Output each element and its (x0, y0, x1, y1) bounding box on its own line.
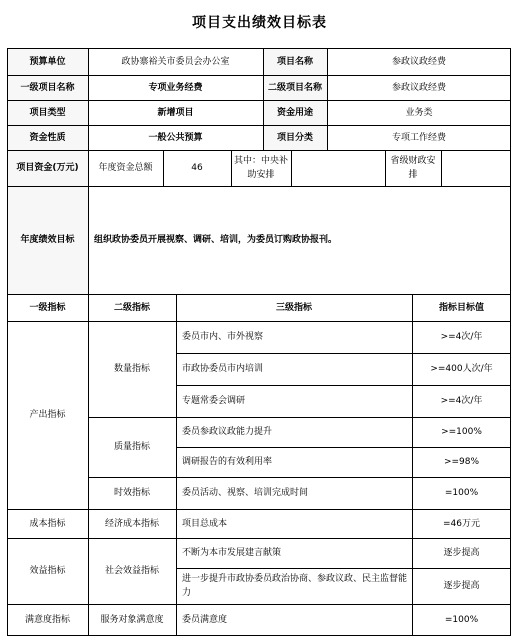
table-row: 专题常委会调研 (182, 396, 246, 406)
header-level1: 一级指标 (29, 302, 66, 313)
table-row: 委员满意度 (182, 615, 228, 625)
label-budget-unit: 预算单位 (7, 48, 88, 75)
level1-cost: 成本指标 (29, 518, 66, 529)
table-row: 委员活动、视察、培训完成时间 (182, 488, 309, 498)
header-level3: 三级指标 (275, 302, 312, 313)
target-value: >=400人次/年 (430, 364, 493, 374)
target-value: >=100% (441, 427, 482, 437)
value-project-name: 参政议政经费 (391, 56, 446, 67)
target-value: >=4次/年 (440, 332, 483, 342)
target-value: =100% (444, 615, 479, 625)
label-level1-project: 一级项目名称 (7, 75, 88, 100)
label-project-type: 项目类型 (7, 100, 88, 125)
level2-social-benefit: 社会效益指标 (104, 566, 159, 576)
table-row: 进一步提升市政协委员政治协商、参政议政、民主监督能力 (182, 574, 408, 598)
label-fund-nature: 资金性质 (7, 125, 88, 150)
level2-quantity: 数量指标 (113, 364, 150, 374)
value-budget-unit: 政协寨裕关市委员会办公室 (121, 56, 230, 67)
label-level2-project: 二级项目名称 (263, 75, 327, 100)
page-title: 项目支出绩效目标表 (192, 15, 327, 31)
value-fund-use: 业务类 (405, 107, 433, 118)
target-value: >=4次/年 (440, 396, 483, 406)
value-project-type: 新增项目 (157, 107, 194, 118)
table-row: 调研报告的有效利用率 (182, 457, 273, 467)
label-central-subsidy: 其中：中央补助安排 (233, 156, 288, 180)
target-value: =46万元 (443, 518, 480, 529)
target-value: 逐步提高 (443, 548, 480, 558)
level2-service-satisfaction: 服务对象满意度 (100, 615, 164, 625)
target-value: =100% (444, 488, 479, 498)
level1-benefit: 效益指标 (29, 566, 66, 576)
value-level2-project: 参政议政经费 (391, 82, 446, 93)
label-annual-goal: 年度绩效目标 (7, 186, 88, 294)
level1-satisfaction: 满意度指标 (24, 615, 70, 625)
level2-timeliness: 时效指标 (113, 488, 150, 498)
table-row: 委员参政议政能力提升 (182, 427, 273, 437)
target-value: >=98% (443, 457, 480, 467)
level1-output: 产出指标 (29, 410, 66, 420)
level2-economic-cost: 经济成本指标 (104, 518, 159, 529)
table-row: 项目总成本 (182, 518, 228, 529)
label-fund-use: 资金用途 (263, 100, 327, 125)
label-project-funds: 项目资金(万元) (7, 150, 88, 186)
table-row: 不断为本市发展建言献策 (182, 548, 282, 558)
value-project-category: 专项工作经费 (391, 132, 446, 143)
value-fund-nature: 一般公共预算 (148, 132, 203, 143)
target-value: 逐步提高 (443, 581, 480, 591)
header-target-value: 指标目标值 (438, 302, 484, 313)
label-provincial-funds: 省级财政安排 (390, 156, 436, 180)
value-annual-goal: 组织政协委员开展视察、调研、培训，为委员订购政协报刊。 (94, 235, 338, 245)
table-row: 市政协委员市内培训 (182, 364, 264, 374)
value-annual-funds: 46 (191, 163, 203, 173)
label-project-name: 项目名称 (263, 48, 327, 75)
header-level2: 二级指标 (113, 302, 150, 313)
level2-quality: 质量指标 (113, 442, 150, 452)
label-annual-funds: 年度资金总额 (98, 163, 153, 173)
value-level1-project: 专项业务经费 (148, 82, 203, 93)
label-project-category: 项目分类 (263, 125, 327, 150)
table-row: 委员市内、市外视察 (182, 332, 264, 342)
